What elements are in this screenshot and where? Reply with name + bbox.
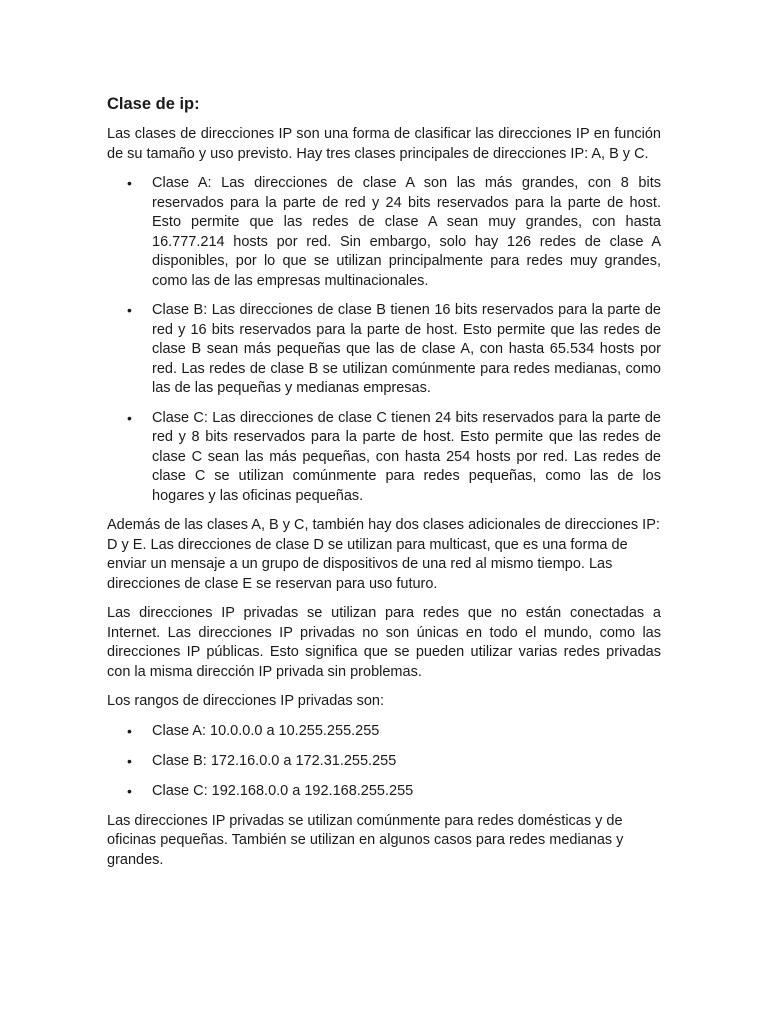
bullet-icon: •	[127, 409, 132, 426]
list-item-text: Clase C: Las direcciones de clase C tienen 24 bits reservados para la parte de red y 8 bits reservados para la parte de host. Esto permite que las redes de clase C sean las más pequeñas, con hasta 254 hosts por red. Las redes de clase C se utilizan comúnmente para redes pequeñas, como las de los hogares y las oficinas pequeñas.	[152, 409, 661, 504]
private-ranges-list	[107, 722, 661, 802]
document-body	[107, 93, 661, 880]
bullet-icon: •	[127, 782, 132, 799]
bullet-icon: •	[127, 175, 132, 191]
list-item-range-b	[107, 752, 661, 772]
private-ip-paragraph: Las direcciones IP privadas se utilizan para redes que no están conectadas a Internet. Las direcciones IP privadas no son únicas en todo el mundo, como las direcciones IP públicas. Esto significa que se pueden utilizar varias redes privadas con la misma dirección IP privada sin problemas.	[107, 605, 661, 680]
additional-classes-paragraph: Además de las clases A, B y C, también hay dos clases adicionales de direcciones IP: D y E. Las direcciones de clase D se utilizan para multicast, que es una forma de enviar un mensaje a un grupo de dispositivos de una red al mismo tiempo. Las direcciones de clase E se reservan para uso futuro.	[107, 517, 660, 592]
bullet-icon: •	[127, 302, 132, 318]
list-item-class-c	[107, 409, 661, 507]
list-item-range-a	[107, 722, 661, 742]
list-item-text: Clase B: 172.16.0.0 a 172.31.255.255	[152, 752, 397, 769]
closing-paragraph: Las direcciones IP privadas se utilizan comúnmente para redes domésticas y de oficinas pequeñas. También se utilizan en algunos casos para redes medianas y grandes.	[107, 812, 624, 868]
bullet-icon: •	[127, 752, 132, 769]
list-item-text: Clase A: Las direcciones de clase A son las más grandes, con 8 bits reservados para la parte de red y 24 bits reservados para la parte de host. Esto permite que las redes de clase A sean muy grandes, con hasta 16.777.214 hosts por red. Sin embargo, solo hay 126 redes de clase A disponibles, por lo que se utilizan principalmente para redes muy grandes, como las de las empresas multinacionales.	[152, 175, 661, 289]
list-item-text: Clase B: Las direcciones de clase B tienen 16 bits reservados para la parte de red y 16 bits reservados para la parte de host. Esto permite que las redes de clase B sean más pequeñas que las de clase A, con hasta 65.534 hosts por red. Las redes de clase B se utilizan comúnmente para redes medianas, como las de las pequeñas y medianas empresas.	[152, 302, 661, 396]
list-item-range-c	[107, 782, 661, 802]
list-item-class-a	[107, 174, 661, 291]
ranges-intro: Los rangos de direcciones IP privadas son:	[107, 693, 385, 709]
bullet-icon: •	[127, 722, 132, 739]
list-item-text: Clase C: 192.168.0.0 a 192.168.255.255	[152, 782, 414, 799]
list-item-class-b	[107, 301, 661, 399]
intro-paragraph: Las clases de direcciones IP son una forma de clasificar las direcciones IP en función de su tamaño y uso previsto. Hay tres clases principales de direcciones IP: A, B y C.	[107, 126, 661, 162]
ip-classes-list	[107, 174, 661, 506]
list-item-text: Clase A: 10.0.0.0 a 10.255.255.255	[152, 722, 380, 739]
page-title: Clase de ip:	[107, 95, 200, 113]
